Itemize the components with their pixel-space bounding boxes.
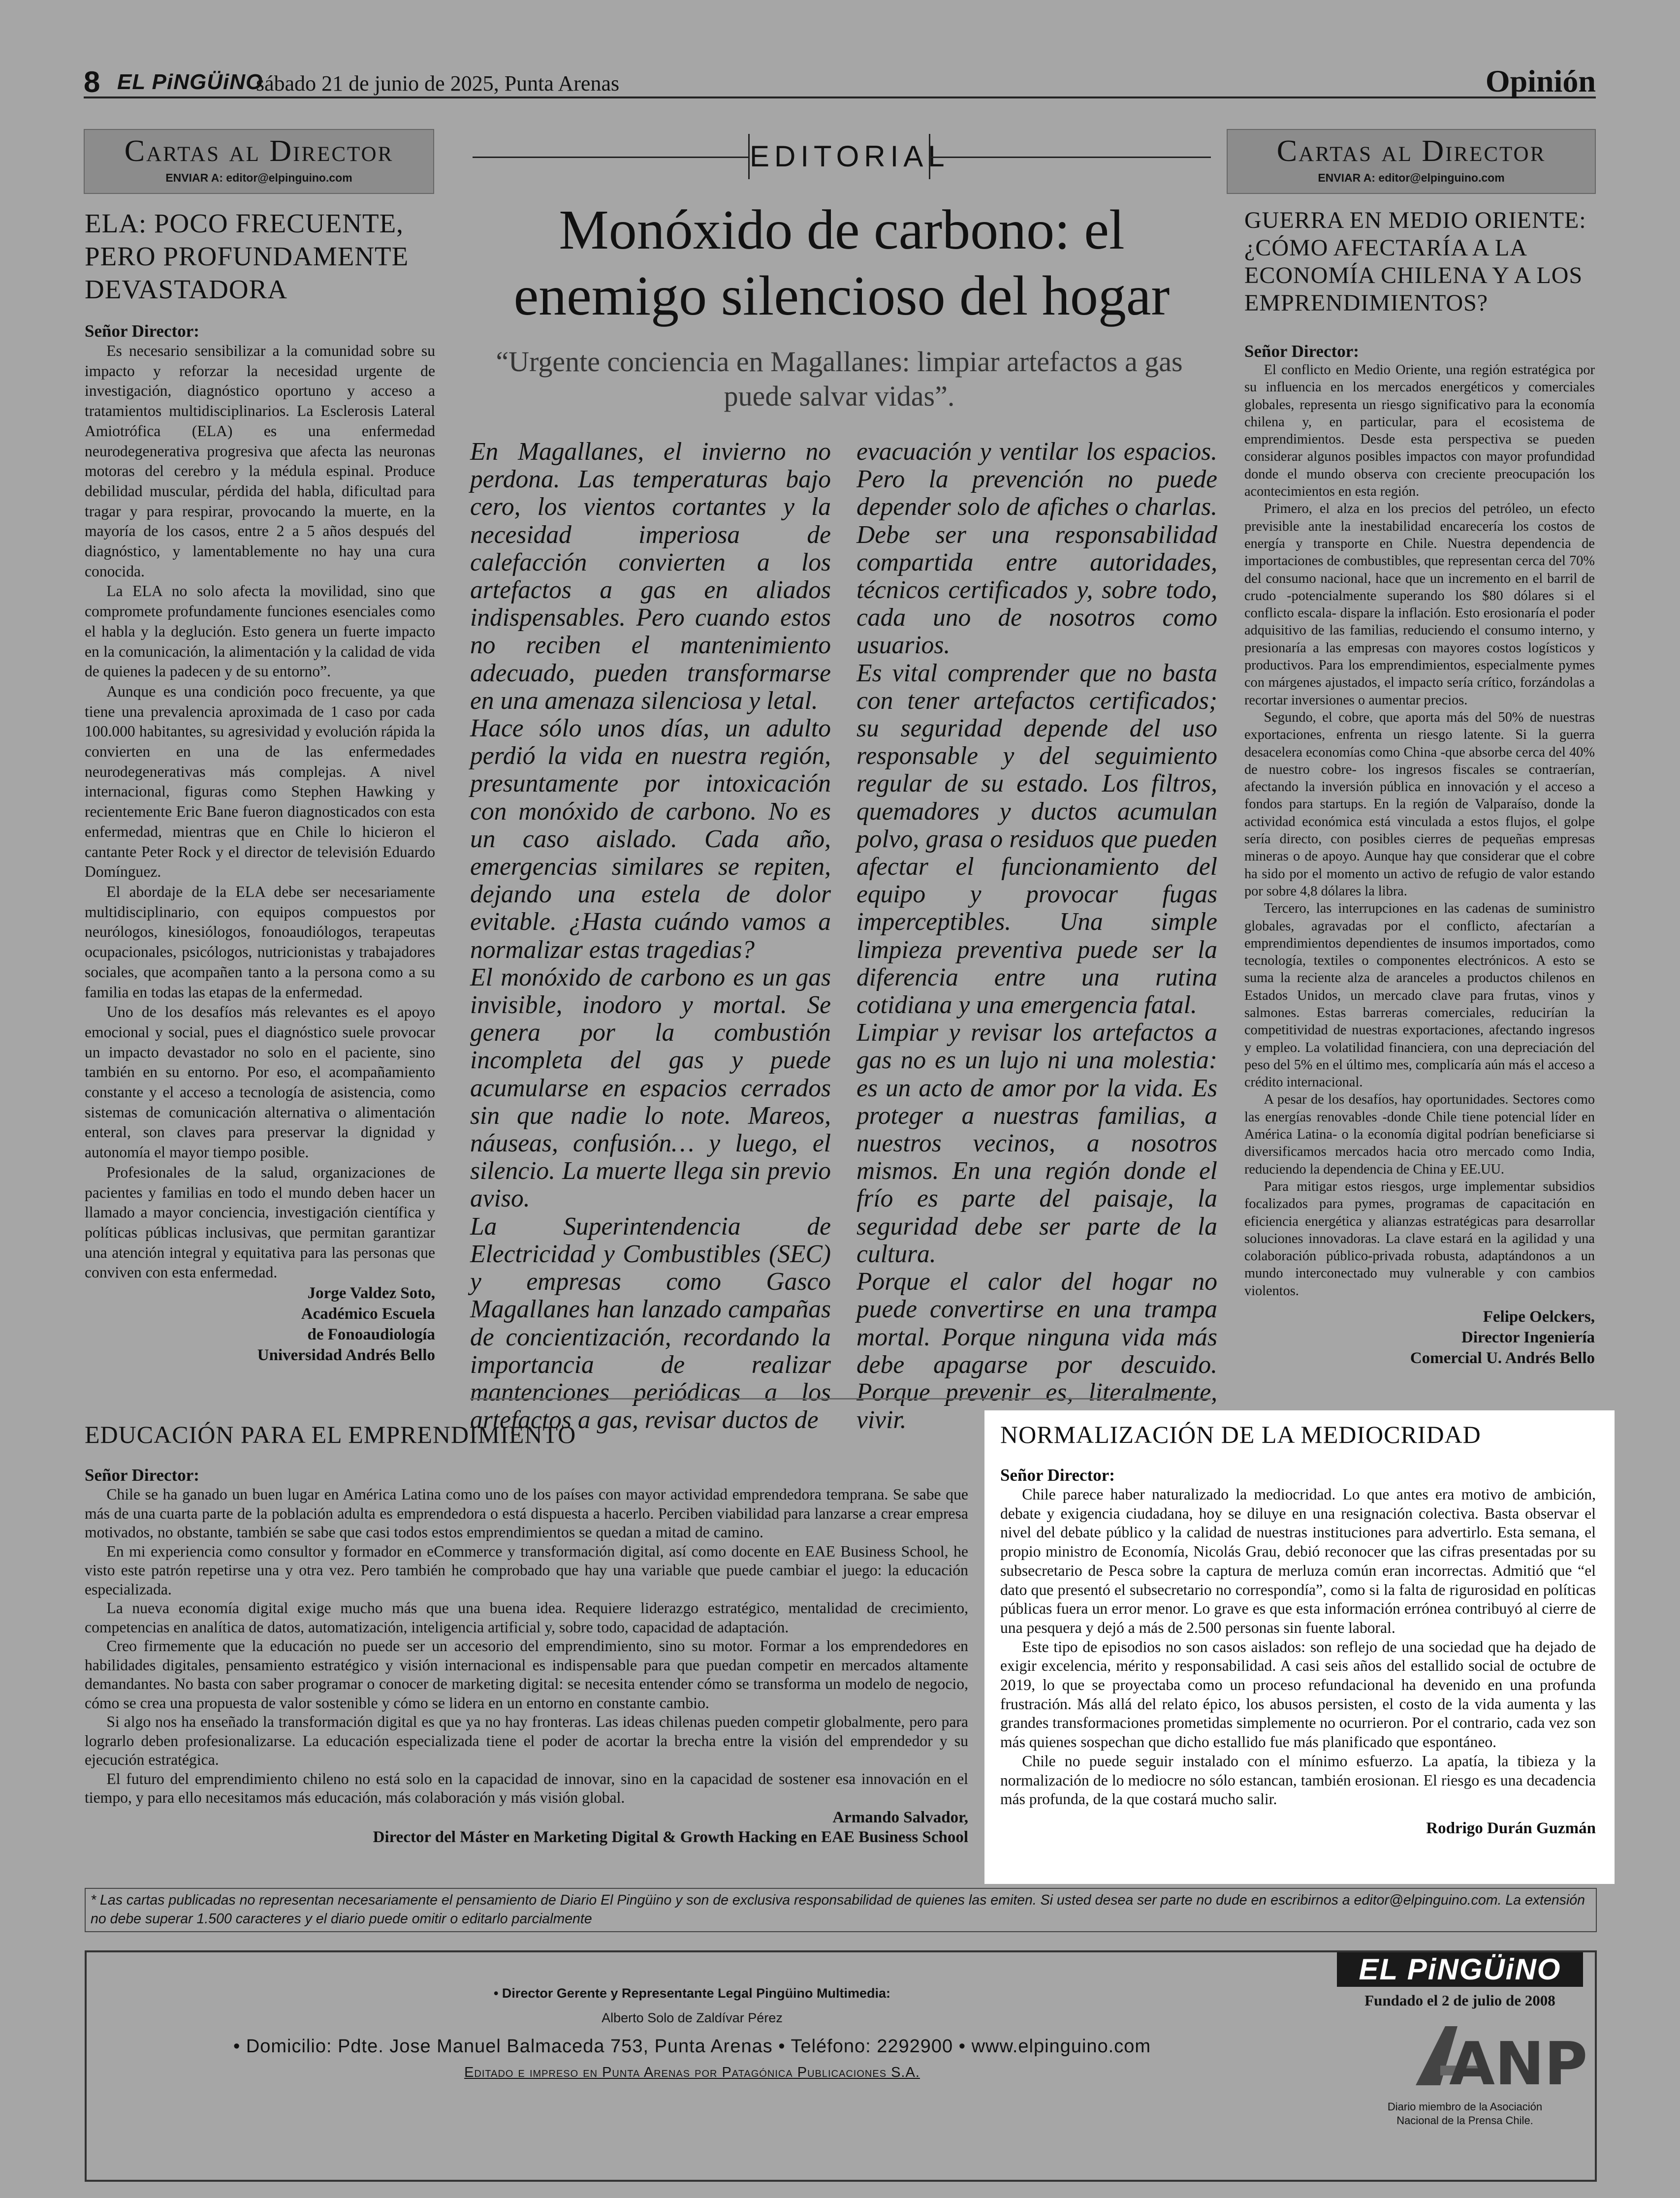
cartas-box-left [84, 129, 434, 194]
signature-line: Armando Salvador, [832, 1808, 968, 1826]
paragraph: Hace sólo unos días, un adulto perdió la vida en nuestra región, presuntamente por intoxicación con monóxido de carbono. No es un caso aislado. Cada año, emergencias similares se repiten, dejando una estela de dolor evitable. ¿Hasta cuándo vamos a normalizar estas tragedias? [470, 714, 831, 964]
anp-caption-line: Diario miembro de la Asociación [1387, 2101, 1543, 2113]
paragraph: En Magallanes, el invierno no perdona. Las temperaturas bajo cero, los vientos cortantes y la necesidad imperiosa de calefacción convierten a los artefactos a gas en aliados indispensables. Pero cuando estos no reciben el mantenimiento adecuado, pueden transformarse en una amenaza silenciosa y letal. [470, 438, 831, 715]
paper-logo: EL PiNGÜiNO [1337, 1952, 1583, 1987]
paragraph: Profesionales de la salud, organizaciones de pacientes y familias en todo el mundo deben hacer un llamado a mayor conciencia, investigación científica y políticas públicas inclusivas, que permitan garantizar una atención integral y equitativa para las personas que conviven con esta enfermedad. [85, 1163, 435, 1281]
paragraph: Porque el calor del hogar no puede convertirse en una trampa mortal. Porque ninguna vida más debe apagarse por descuido. Porque prevenir es, literalmente, vivir. [856, 1268, 1217, 1434]
signature-line: Rodrigo Durán Guzmán [1426, 1819, 1596, 1837]
cartas-title: Cartas al Director [1276, 134, 1546, 168]
page-header [84, 63, 1596, 98]
anp-caption-line: Nacional de la Prensa Chile. [1396, 2114, 1533, 2127]
signature-line: Académico Escuela [301, 1305, 435, 1323]
paragraph: evacuación y ventilar los espacios. Pero la prevención no puede depender solo de afiches o charlas. Debe ser una responsabilidad compartida entre autoridades, técnicos certificados y, sobre todo, cada uno de nosotros como usuarios. [856, 438, 1217, 660]
letter-mediocridad [1000, 1420, 1596, 1839]
editorial-title: Monóxido de carbono: el enemigo silencioso del hogar [513, 198, 1170, 327]
cartas-box-right [1227, 129, 1596, 194]
signature [1000, 1818, 1596, 1839]
letter-body [1244, 361, 1595, 1300]
paragraph: Si algo nos ha enseñado la transformación digital es que ya no hay fronteras. Las ideas chilenas pueden competir globalmente, pero para lograrlo deben profesionalizarse. La educación especializada tiene el poder de acortar la brecha entre la visión del emprendedor y su ejecución estratégica. [85, 1713, 968, 1768]
printed-line: Editado e impreso en Punta Arenas por Patagónica Publicaciones S.A. [464, 2065, 920, 2080]
editorial-label: EDITORIAL [748, 134, 930, 179]
paragraph: El futuro del emprendimiento chileno no está solo en la capacidad de innovar, sino en la capacidad de sostener esa innovación en el tiempo, y para ello necesitamos más educación, más colaboración y más visión global. [85, 1770, 968, 1806]
paragraph: Es vital comprender que no basta con tener artefactos certificados; su seguridad depende del uso responsable y del seguimiento regular de su estado. Los filtros, quemadores y ductos acumulan polvo, grasa o residuos que pueden afectar el funcionamiento del equipo y provocar fugas imperceptibles. Una simple limpieza preventiva puede ser la diferencia entre una rutina cotidiana y una emergencia fatal. [856, 659, 1217, 1019]
cartas-subtitle: ENVIAR A: editor@elpinguino.com [165, 171, 352, 184]
paragraph: Primero, el alza en los precios del petróleo, un efecto previsible ante la inestabilidad encarecería los costos de energía y transporte en Chile. Nuestra dependencia de importaciones de combustibles, que representan cerca del 70% del consumo nacional, hace que un incremento en el barril de crudo -potencialmente superando los $80 dólares si el conflicto escala- dispare la inflación. Esto erosionaría el poder adquisitivo de las familias, reduciendo el consumo interno, y presionaría a las empresas con mayores costos logísticos y productivos. Para los emprendimientos, especialmente pymes con márgenes ajustados, el impacto sería crítico, forzándolas a recortar inversiones o aumentar precios. [1244, 501, 1595, 708]
paragraph: Aunque es una condición poco frecuente, ya que tiene una prevalencia aproximada de 1 caso por cada 100.000 habitantes, su agresividad y evolución rápida la convierten en una de las enfermedades neurodegenerativas más complejas. A nivel internacional, figuras como Stephen Hawking y recientemente Eric Bane fueron diagnosticados con esta enfermedad, mientras que en Chile lo hicieron el cantante Peter Rock y el director de televisión Eduardo Domínguez. [85, 682, 435, 881]
paragraph: Es necesario sensibilizar a la comunidad sobre su impacto y reforzar la necesidad urgente de investigación, diagnóstico oportuno y acceso a tratamientos multidisciplinarios. La Esclerosis Lateral Amiotrófica (ELA) es una enfermedad neurodegenerativa progresiva que afecta las neuronas motoras del cerebro y la médula espinal. Produce debilidad muscular, pérdida del habla, dificultad para tragar y para respirar, provocando la muerte, en la mayoría de los casos, entre 2 a 5 años después del diagnóstico, y lamentablemente no hay una cura conocida. [85, 342, 435, 580]
paragraph: Chile no puede seguir instalado con el mínimo esfuerzo. La apatía, la tibieza y la normalización de lo mediocre no sólo estancan, también erosionan. El riesgo es una decadencia más profunda, de la que costará mucho salir. [1000, 1752, 1596, 1808]
director-name: Alberto Solo de Zaldívar Pérez [602, 2010, 783, 2025]
address-line: • Domicilio: Pdte. Jose Manuel Balmaceda 753, Punta Arenas • Teléfono: 2292900 • www.elpinguino.com [233, 2036, 1151, 2057]
cartas-title: Cartas al Director [124, 134, 394, 168]
editorial-bottom-rule [470, 1398, 1211, 1400]
letter-body [85, 1485, 968, 1808]
paragraph: Este tipo de episodios no son casos aislados: son reflejo de una sociedad que ha dejado de exigir excelencia, mérito y responsabilidad. A casi seis años del estallido social de octubre de 2019, lo que se proyectaba como un proceso refundacional ha devenido en una profunda frustración. Más allá del relato épico, los abusos persisten, el costo de la vida aumenta y las grandes transformaciones prometidas simplemente no ocurrieron. Por el contrario, cada vez son más quienes sospechan que dicho estallido fue más planificado que espontáneo. [1000, 1638, 1596, 1751]
letter-ela [85, 207, 435, 1366]
letter-body [85, 341, 435, 1283]
paragraph: Uno de los desafíos más relevantes es el apoyo emocional y social, pues el diagnóstico suele provocar un impacto devastador no solo en el paciente, sino también en su entorno. Por eso, el acompañamiento constante y el acceso a tecnología de asistencia, como sistemas de comunicación alternativa o alimentación enteral, son claves para preservar la dignidad y autonomía el mayor tiempo posible. [85, 1003, 435, 1161]
letter-guerra [1244, 207, 1595, 1369]
paragraph: Para mitigar estos riesgos, urge implementar subsidios focalizados para pymes, programas de capacitación en eficiencia energética y alianzas estratégicas para desarrollar soluciones innovadoras. La clave estará en la agilidad y una colaboración público-privada robusta, adaptándonos a un mundo interconectado muy vulnerable y con cambios violentos. [1244, 1179, 1595, 1299]
founded-line: Fundado el 2 de julio de 2008 [1364, 1992, 1555, 2009]
page-number: 8 [84, 65, 100, 98]
paragraph: El monóxido de carbono es un gas invisible, inodoro y mortal. Se genera por la combustión incompleta del gas y puede acumularse en espacios cerrados sin que nadie lo note. Mareos, náuseas, confusión… y luego, el silencio. La muerte llega sin previo aviso. [470, 963, 831, 1213]
signature-line: Comercial U. Andrés Bello [1410, 1349, 1595, 1368]
signature [85, 1808, 968, 1847]
salutation: Señor Director: [85, 1465, 199, 1485]
signature [1244, 1306, 1595, 1369]
signature-line: Universidad Andrés Bello [257, 1346, 435, 1365]
editorial-column-2 [856, 438, 1217, 1434]
paragraph: Chile se ha ganado un buen lugar en América Latina como uno de los países con mayor actividad emprendedora temprana. Se sabe que más de una cuarta parte de la población adulta es emprendedora o está dispuesta a hacerlo. Perciben viabilidad para lanzarse a crear empresa motivados, no obstante, también se sabe que casi todos estos emprendimientos se quedan a mitad de camino. [85, 1486, 968, 1541]
letter-title: NORMALIZACIÓN DE LA MEDIOCRIDAD [1000, 1421, 1481, 1448]
signature [85, 1283, 435, 1366]
paragraph: En mi experiencia como consultor y formador en eCommerce y transformación digital, así como docente en EAE Business School, he visto este patrón repetirse una y otra vez. Pero también he comprobado que hay una variable que puede cambiar el juego: la educación especializada. [85, 1542, 968, 1598]
director-label: • Director Gerente y Representante Legal Pingüino Multimedia: [493, 1986, 891, 2001]
letter-title: EDUCACIÓN PARA EL EMPRENDIMIENTO [85, 1421, 576, 1448]
paragraph: Creo firmemente que la educación no puede ser un accesorio del emprendimiento, sino su motor. Formar a los emprendedores en habilidades digitales, pensamiento estratégico y visión internacional es indispensable para que puedan competir en mercados altamente demandantes. No basta con saber programar o conocer de marketing digital: se necesita entender cómo se transforma un modelo de negocio, cómo se crea una propuesta de valor sostenible y cómo se lidera en un entorno en constante cambio. [85, 1637, 968, 1712]
printed-line-wrap [87, 2065, 1298, 2081]
salutation: Señor Director: [1000, 1465, 1115, 1485]
paragraph: La Superintendencia de Electricidad y Combustibles (SEC) y empresas como Gasco Magallanes han lanzado campañas de concientización, recordando la importancia de realizar mantenciones periódicas a los artefactos a gas, revisar ductos de [470, 1212, 831, 1434]
footer [85, 1950, 1597, 2182]
salutation: Señor Director: [1244, 342, 1359, 361]
editorial-rule-right [930, 157, 1211, 158]
paragraph: El abordaje de la ELA debe ser necesariamente multidisciplinario, con equipos compuestos por neurólogos, kinesiólogos, fonoaudiólogos, terapeutas ocupacionales, psicólogos, nutricionistas y trabajadores sociales, que acompañen tanto a la persona como a su familia en todas las etapas de la enfermedad. [85, 883, 435, 1001]
paragraph: Limpiar y revisar los artefactos a gas no es un lujo ni una molestia: es un acto de amor por la vida. Es proteger a nuestras familias, a nuestros vecinos, a nosotros mismos. En una región donde el frío es parte del paisaje, la seguridad debe ser parte de la cultura. [856, 1019, 1217, 1268]
letter-educacion [85, 1420, 968, 1847]
cartas-subtitle: ENVIAR A: editor@elpinguino.com [1318, 171, 1505, 184]
signature-line: Director del Máster en Marketing Digital & Growth Hacking en EAE Business School [373, 1828, 968, 1846]
letter-title: GUERRA EN MEDIO ORIENTE: ¿CÓMO AFECTARÍA A LA ECONOMÍA CHILENA Y A LOS EMPRENDIMIENTOS? [1244, 207, 1586, 316]
salutation: Señor Director: [85, 321, 199, 341]
letter-title: ELA: POCO FRECUENTE, PERO PROFUNDAMENTE DEVASTADORA [85, 208, 409, 304]
editorial-subtitle: “Urgente conciencia en Magallanes: limpiar artefactos a gas puede salvar vidas”. [496, 346, 1183, 412]
anp-logo-text: ANP [1449, 2030, 1588, 2099]
letter-body [1000, 1485, 1596, 1809]
anp-caption [1347, 2100, 1583, 2128]
editorial-rule-left [473, 157, 748, 158]
paragraph: La nueva economía digital exige mucho más que una buena idea. Requiere liderazgo estratégico, mentalidad de crecimiento, competencias en analítica de datos, automatización, inteligencia artificial y, sobre todo, capacidad de adaptación. [85, 1599, 968, 1636]
signature-line: de Fonoaudiología [307, 1326, 435, 1344]
signature-line: Director Ingeniería [1461, 1329, 1595, 1347]
date-line: sábado 21 de junio de 2025, Punta Arenas [256, 71, 620, 96]
signature-line: Jorge Valdez Soto, [307, 1284, 435, 1303]
paragraph: Chile parece haber naturalizado la mediocridad. Lo que antes era motivo de ambición, debate y exigencia ciudadana, hoy se diluye en una resignación colectiva. Basta observar el nivel del debate público y la calidad de nuestras instituciones para advertirlo. Esta semana, el propio ministro de Economía, Nicolás Grau, debió reconocer que las cifras presentadas por su subsecretario de Pesca sobre la captura de merluza común eran incorrectas. Admitió que “el dato que presentó el subsecretario no correspondía”, como si la falta de rigurosidad en políticas públicas fuera un error menor. Lo grave es que esta información errónea contribuyó al cierre de una pesquera y dejó a más de 2.500 personas sin fuente laboral. [1000, 1486, 1596, 1636]
paper-name: EL PiNGÜiNO [117, 70, 263, 94]
paragraph: A pesar de los desafíos, hay oportunidades. Sectores como las energías renovables -donde Chile tiene potencial líder en América Latina- o la economía digital podrían beneficiarse si diversificamos mercados hacia otro mercado como India, reduciendo la dependencia de China y EE.UU. [1244, 1092, 1595, 1177]
paragraph: Segundo, el cobre, que aporta más del 50% de nuestras exportaciones, enfrenta un riesgo latente. Si la guerra desacelera economías como China -que absorbe cerca del 40% de nuestro cobre- los ingresos fiscales se contraerían, afectando la inversión pública en innovación y el acceso a fondos para startups. En la región de Valparaíso, donde la actividad económica está vinculada a estos flujos, el golpe sería directo, con posibles cierres de pequeñas empresas mineras o de apoyo. Aunque hay que considerar que el cobre ha sido por el momento un activo de refugio de valor estando por sobre 4,8 dólares la libra. [1244, 709, 1595, 899]
disclaimer: * Las cartas publicadas no representan necesariamente el pensamiento de Diario El Pingüino y son de exclusiva responsabilidad de quienes las emiten. Si usted desea ser parte no dude en escribirnos a editor@elpinguino.com. La extensión no debe superar 1.500 caracteres y el diario puede omitir o editarlo parcialmente [85, 1888, 1597, 1932]
signature-line: Felipe Oelckers, [1483, 1308, 1595, 1326]
paragraph: La ELA no solo afecta la movilidad, sino que compromete profundamente funciones esenciales como el habla y la deglución. Esto genera un fuerte impacto en la comunicación, la alimentación y la calidad de vida de quienes la padecen y de su entorno”. [85, 582, 435, 680]
anp-logo-icon [1411, 2016, 1588, 2099]
paragraph: El conflicto en Medio Oriente, una región estratégica por su influencia en los mercados energéticos y comerciales globales, representa un riesgo significativo para la economía chilena y, en particular, para el ecosistema de emprendimientos. Desde esta perspectiva se pueden considerar algunos posibles impactos con mayor profundidad donde el mundo observa con creciente preocupación los acontecimientos en esta región. [1244, 362, 1595, 500]
paragraph: Tercero, las interrupciones en las cadenas de suministro globales, agravadas por el conflicto, afectarían a emprendimientos dependientes de insumos importados, como tecnología, textiles o componentes electrónicos. A esto se suma la reciente alza de aranceles a productos chilenos en Estados Unidos, un mercado clave para frutas, vinos y salmones. Estas barreras comerciales, reducirían la competitividad de nuestras exportaciones, afectando ingresos y empleo. La volatilidad financiera, con una depreciación del peso del 5% en el último mes, complicaría aún más el acceso a crédito internacional. [1244, 901, 1595, 1090]
section-title: Opinión [1485, 64, 1596, 98]
editorial-column-1 [470, 438, 831, 1434]
